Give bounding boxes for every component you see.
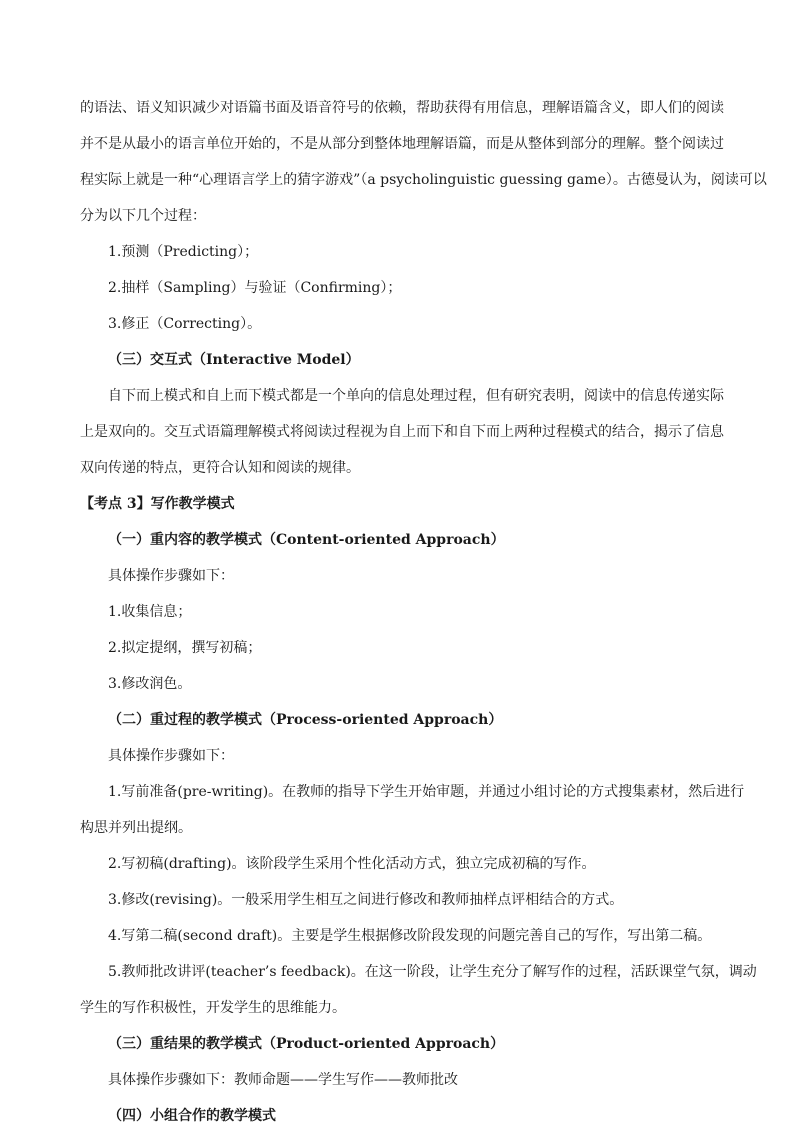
paragraph-line: 的语法、语义知识减少对语篇书面及语音符号的依赖，帮助获得有用信息，理解语篇含义，即人们的阅读 [80,100,724,116]
product-steps: 具体操作步骤如下：教师命题——学生写作——教师批改 [108,1072,458,1088]
section-heading-process: （二）重过程的教学模式（Process-oriented Approach） [108,712,503,728]
list-item: 1.收集信息； [108,604,192,620]
content-intro: 具体操作步骤如下： [108,568,234,584]
list-item-continuation: 构思并列出提纲。 [80,820,192,836]
list-item: 2.拟定提纲，撰写初稿； [108,640,262,656]
paragraph-line: 上是双向的。交互式语篇理解模式将阅读过程视为自上而下和自下而上两种过程模式的结合，揭示了信息 [80,424,724,440]
paragraph-line: 双向传递的特点，更符合认知和阅读的规律。 [80,460,360,476]
list-item: 4.写第二稿(second draft)。主要是学生根据修改阶段发现的问题完善自己的写作，写出第二稿。 [108,928,712,944]
list-item: 3.修改(revising)。一般采用学生相互之间进行修改和教师抽样点评相结合的方式。 [108,892,624,908]
list-item: 3.修改润色。 [108,676,192,692]
list-item: 5.教师批改讲评(teacher’s feedback)。在这一阶段，让学生充分了解写作的过程，活跃课堂气氛，调动 [108,964,757,980]
section-heading-product: （三）重结果的教学模式（Product-oriented Approach） [108,1036,505,1052]
section-heading-content: （一）重内容的教学模式（Content-oriented Approach） [108,532,505,548]
paragraph-line: 分为以下几个过程： [80,208,206,224]
list-item: 2.写初稿(drafting)。该阶段学生采用个性化活动方式，独立完成初稿的写作。 [108,856,596,872]
paragraph-line: 自下而上模式和自上而下模式都是一个单向的信息处理过程，但有研究表明，阅读中的信息传递实际 [108,388,724,404]
list-item: 2.抽样（Sampling）与验证（Confirming）； [108,280,402,296]
section-heading-interactive: （三）交互式（Interactive Model） [108,352,360,368]
list-item: 1.预测（Predicting）； [108,244,259,260]
process-intro: 具体操作步骤如下： [108,748,234,764]
list-item: 1.写前准备(pre-writing)。在教师的指导下学生开始审题，并通过小组讨论的方式搜集素材，然后进行 [108,784,745,800]
list-item-continuation: 学生的写作积极性，开发学生的思维能力。 [80,1000,346,1016]
kaodian-heading: 【考点 3】写作教学模式 [80,496,235,512]
paragraph-line: 程实际上就是一种“心理语言学上的猜字游戏”（a psycholinguistic guessing game）。古德曼认为，阅读可以 [80,172,767,188]
section-heading-group: （四）小组合作的教学模式 [108,1108,276,1124]
list-item: 3.修正（Correcting）。 [108,316,262,332]
paragraph-line: 并不是从最小的语言单位开始的，不是从部分到整体地理解语篇，而是从整体到部分的理解。整个阅读过 [80,136,724,152]
